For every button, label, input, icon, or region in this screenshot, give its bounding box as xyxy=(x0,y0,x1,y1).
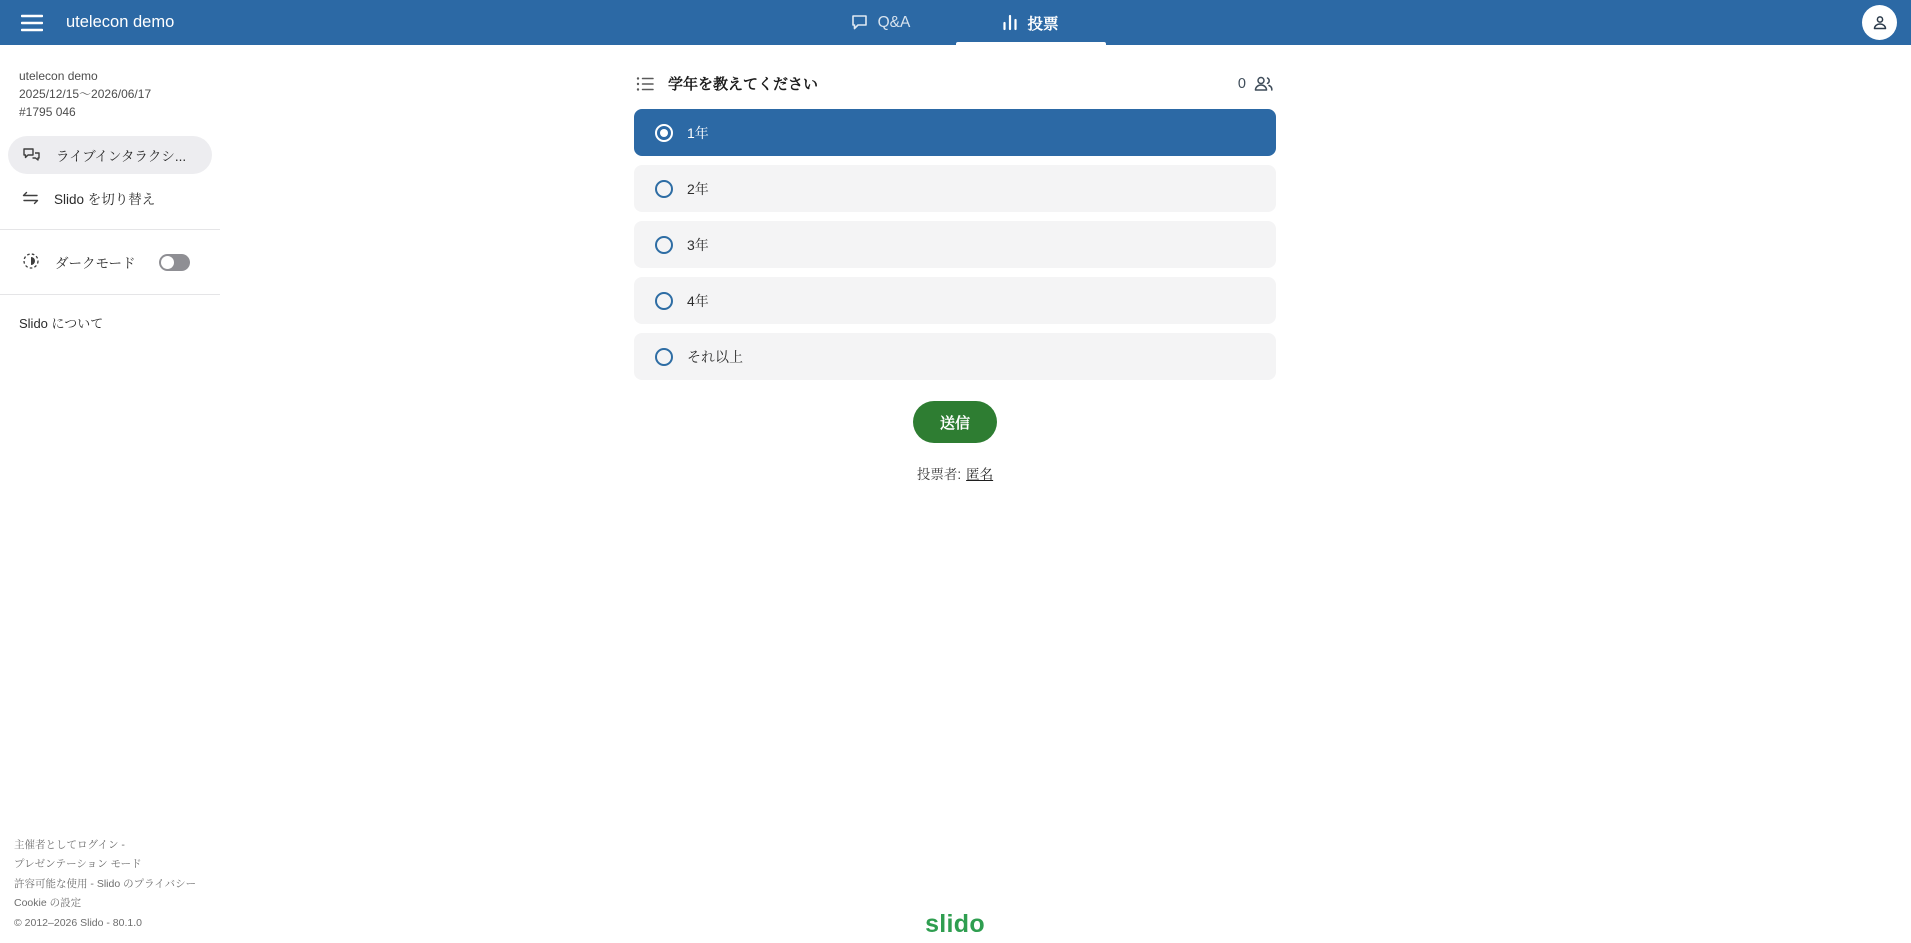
option-label: 1年 xyxy=(687,124,709,141)
poll-option-5[interactable] xyxy=(634,333,1276,380)
poll-option-4[interactable] xyxy=(634,277,1276,324)
option-label: それ以上 xyxy=(687,348,743,365)
tab-qa[interactable] xyxy=(806,0,956,45)
submit-vote-button[interactable]: 送信 xyxy=(913,401,997,443)
sidebar-item-about-slido[interactable]: Slido について xyxy=(19,316,104,331)
sidebar-item-switch-slido[interactable] xyxy=(8,179,212,217)
event-info xyxy=(0,45,220,121)
poll-header xyxy=(634,73,1276,94)
user-icon xyxy=(1871,14,1889,32)
tab-polls[interactable] xyxy=(956,0,1106,45)
radio-unselected-icon xyxy=(655,180,673,198)
option-label: 3年 xyxy=(687,236,709,253)
dark-mode-label: ダークモード xyxy=(55,256,136,271)
dark-mode-toggle[interactable] xyxy=(159,254,190,271)
sidebar-divider xyxy=(0,294,220,295)
sidebar-menu xyxy=(0,136,220,217)
radio-selected-icon xyxy=(655,124,673,142)
poll-chart-icon xyxy=(1002,14,1018,31)
event-title: utelecon demo xyxy=(66,13,175,31)
poll-question: 学年を教えてください xyxy=(668,76,819,93)
tab-polls-label: 投票 xyxy=(1027,15,1059,33)
tab-bar xyxy=(806,0,1106,45)
sidebar-event-dates: 2025/12/15〜2026/06/17 xyxy=(19,87,152,101)
sidebar-divider xyxy=(0,229,220,230)
main-content xyxy=(220,45,1911,943)
sidebar-footer xyxy=(14,836,196,934)
slido-logo: slido xyxy=(925,910,985,938)
sidebar-item-live-interactions[interactable] xyxy=(8,136,212,174)
voter-row xyxy=(634,463,1276,483)
multiple-choice-list-icon xyxy=(636,76,655,92)
footer-link-acceptable-use-privacy[interactable]: 許容可能な使用 - Slido のプライバシー xyxy=(14,877,197,890)
poll-card xyxy=(634,73,1276,483)
toggle-knob xyxy=(161,256,174,269)
radio-unselected-icon xyxy=(655,348,673,366)
footer-link-host-login[interactable]: 主催者としてログイン - xyxy=(14,838,125,851)
voter-anonymous-link[interactable]: 匿名 xyxy=(966,467,994,482)
participants-count: 0 xyxy=(1237,75,1246,92)
submit-row xyxy=(634,401,1276,443)
sidebar-item-label: Slido を切り替え xyxy=(54,192,156,207)
radio-unselected-icon xyxy=(655,236,673,254)
sidebar-event-name: utelecon demo xyxy=(19,69,98,83)
chat-bubbles-icon xyxy=(22,147,41,163)
sidebar xyxy=(0,45,220,943)
qa-bubble-icon xyxy=(851,14,869,31)
poll-option-2[interactable] xyxy=(634,165,1276,212)
footer-link-cookie-settings[interactable]: Cookie の設定 xyxy=(14,897,82,909)
switch-arrows-icon xyxy=(22,191,39,205)
sidebar-event-code: #1795 046 xyxy=(19,105,76,119)
topbar xyxy=(0,0,1911,45)
footer-link-presentation-mode[interactable]: プレゼンテーション モード xyxy=(14,858,142,870)
radio-unselected-icon xyxy=(655,292,673,310)
hamburger-menu-button[interactable] xyxy=(14,5,50,41)
sidebar-item-label: ライブインタラクシ... xyxy=(56,149,187,164)
layout xyxy=(0,45,1911,943)
option-label: 2年 xyxy=(687,180,709,197)
footer-copyright: © 2012–2026 Slido - 80.1.0 xyxy=(14,916,142,929)
poll-option-1[interactable] xyxy=(634,109,1276,156)
hamburger-icon xyxy=(21,14,43,32)
participants-counter xyxy=(1238,75,1274,92)
option-label: 4年 xyxy=(687,292,709,309)
dark-mode-row xyxy=(0,242,220,282)
avatar-button[interactable] xyxy=(1862,5,1897,40)
poll-options xyxy=(634,109,1276,380)
dark-mode-icon xyxy=(22,252,40,273)
tab-qa-label: Q&A xyxy=(877,13,911,31)
participants-icon xyxy=(1253,75,1274,92)
voter-prefix-label: 投票者: xyxy=(916,467,962,482)
poll-option-3[interactable] xyxy=(634,221,1276,268)
